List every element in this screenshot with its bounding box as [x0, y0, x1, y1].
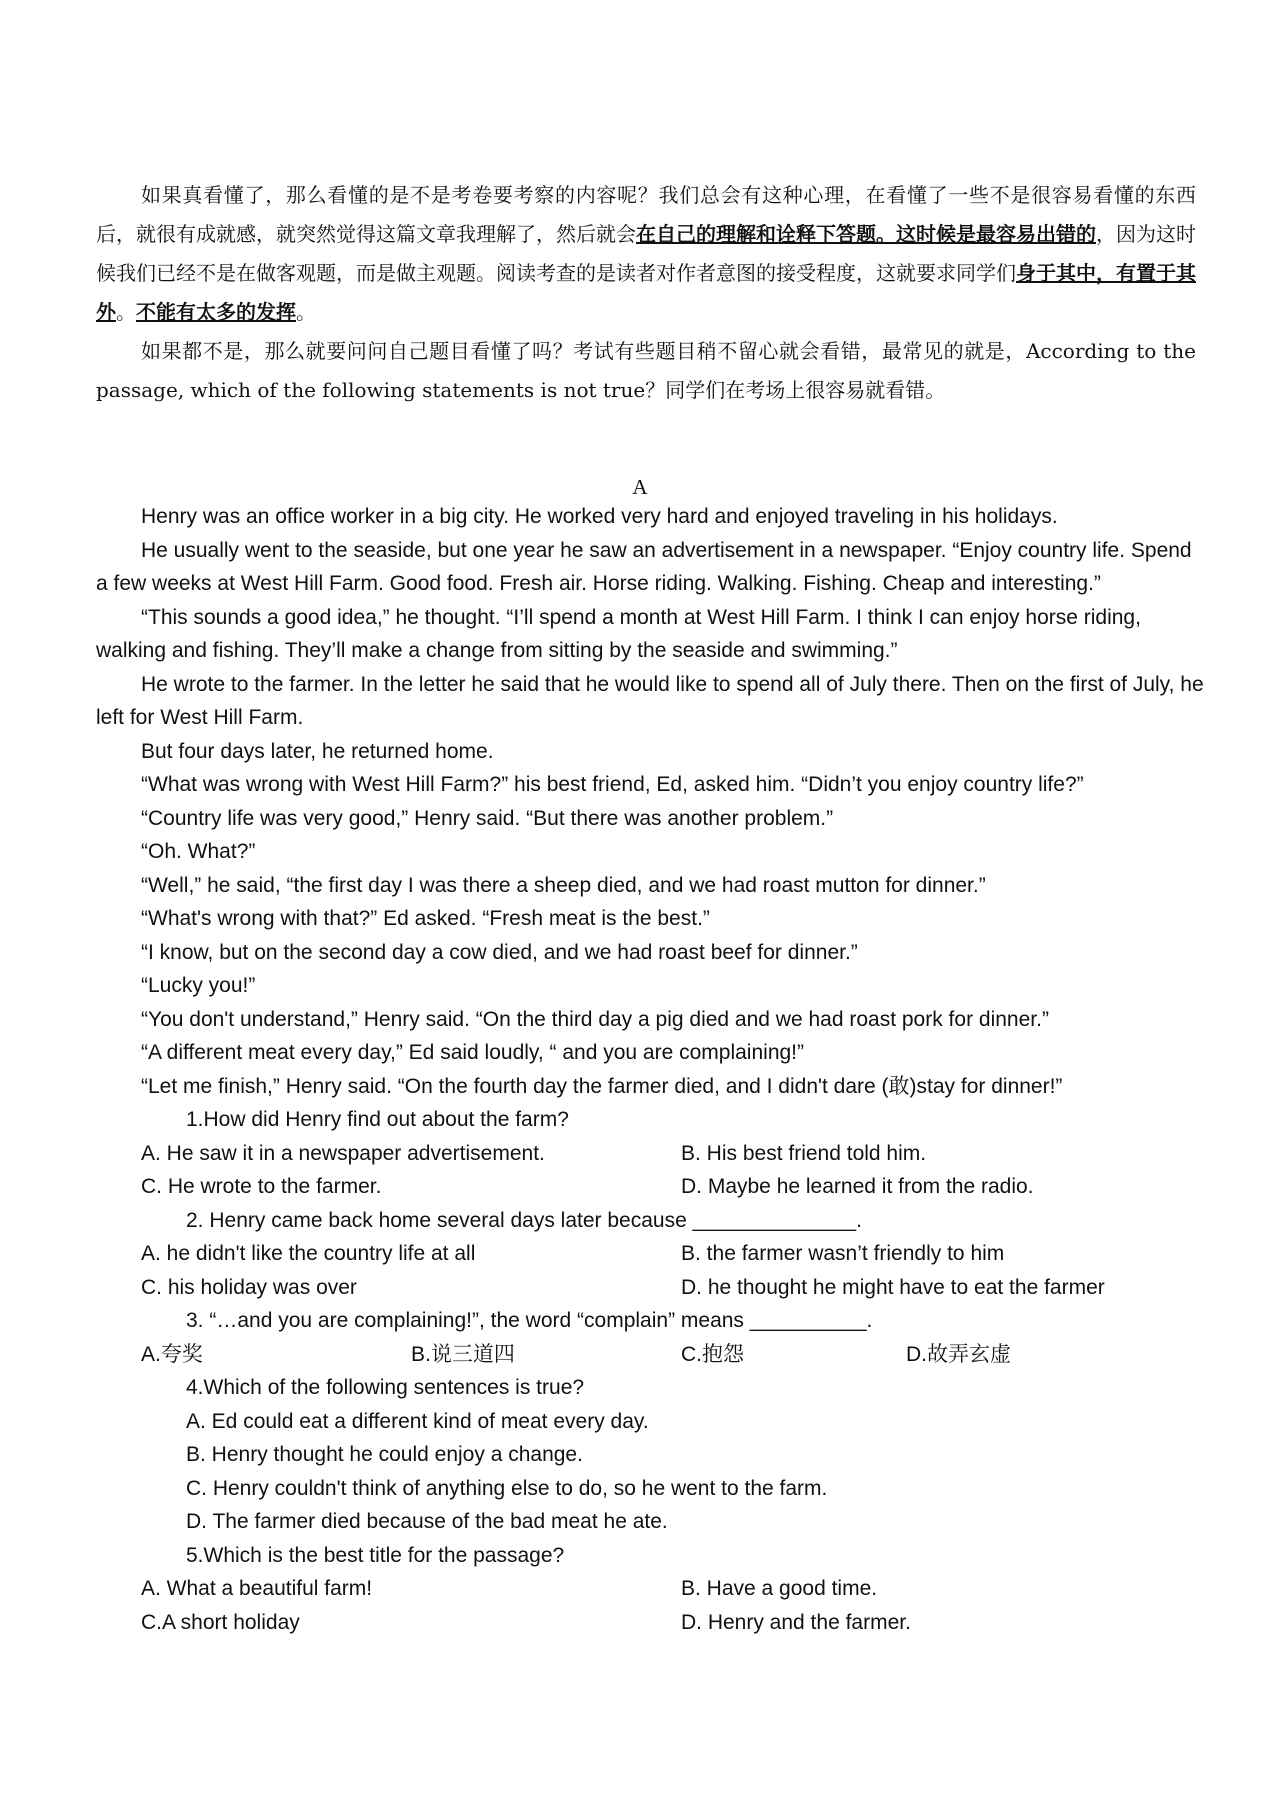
passage-paragraph: “I know, but on the second day a cow died, and we had roast beef for dinner.”	[141, 940, 858, 964]
option-letter: A.	[141, 1342, 161, 1366]
intro-p1-emphasis-3: 不能有太多的发挥	[136, 300, 296, 324]
question-stem: 5.Which is the best title for the passage?	[186, 1543, 565, 1567]
option-text: 夸奖	[160, 1341, 203, 1366]
passage-paragraph: “Lucky you!”	[141, 974, 256, 997]
question-4	[96, 1371, 1206, 1539]
passage-paragraph: “What was wrong with West Hill Farm?” his best friend, Ed, asked him. “Didn’t you enjoy country life?”	[141, 773, 1084, 796]
option-a: A. he didn't like the country life at all	[141, 1242, 476, 1265]
option-letter: B.	[411, 1342, 431, 1366]
option-b: B. Henry thought he could enjoy a change.	[186, 1443, 583, 1466]
options-row	[96, 1170, 1206, 1204]
question-stem: 4.Which of the following sentences is true?	[186, 1376, 585, 1399]
question-stem: 3. “…and you are complaining!”, the word “complain” means __________.	[186, 1309, 873, 1332]
option-c: C. his holiday was over	[141, 1275, 357, 1299]
passage-paragraph: “Well,” he said, “the first day I was there a sheep died, and we had roast mutton for dinner.”	[141, 873, 986, 897]
options-row	[96, 1572, 1206, 1606]
option-d: D. Maybe he learned it from the radio.	[681, 1175, 1034, 1198]
question-5	[96, 1539, 1206, 1640]
option-b: B. Have a good time.	[681, 1577, 878, 1600]
option-b: B. His best friend told him.	[681, 1141, 927, 1165]
passage-paragraph: He usually went to the seaside, but one year he saw an advertisement in a newspaper. “Enjoy country life. Spend a few weeks at West Hill Farm. Good food. Fresh air. Horse riding. Walking. Fishing. Cheap and interesting.”	[96, 538, 1192, 595]
question-1	[96, 1103, 1206, 1204]
option-letter: D.	[906, 1342, 927, 1366]
intro-p1-text-2: ，因为这时候我们已经不是在做客观题，而是做主观题。阅读考查的是读者对作者意图的接受程度，这就要求同学们	[96, 222, 1196, 285]
question-3	[96, 1304, 1206, 1371]
intro-paragraph-1	[96, 176, 1196, 332]
passage-paragraph: “A different meat every day,” Ed said loudly, “ and you are complaining!”	[141, 1041, 805, 1064]
intro-section	[96, 176, 1196, 410]
intro-p1-text-3: 。	[116, 300, 136, 324]
options-row	[96, 1338, 1206, 1372]
intro-p1-emphasis-1: 在自己的理解和诠释下答题。这时候是最容易出错的	[636, 222, 1096, 246]
option-letter: C.	[681, 1342, 702, 1366]
intro-p1-text-1: 如果真看懂了，那么看懂的是不是考卷要考察的内容呢？我们总会有这种心理，在看懂了一些不是很容易看懂的东西后，就很有成就感，就突然觉得这篇文章我理解了，然后就会	[96, 183, 1196, 246]
option-c	[681, 1338, 906, 1372]
options-row	[96, 1271, 1206, 1305]
option-b	[411, 1338, 681, 1372]
section-heading: A	[632, 475, 648, 499]
option-d	[906, 1338, 1011, 1372]
option-b: B. the farmer wasn’t friendly to him	[681, 1242, 1005, 1265]
intro-p1-emphasis-2: 身于其中，有置于其外	[96, 261, 1196, 324]
passage-paragraph: “What's wrong with that?” Ed asked. “Fresh meat is the best.”	[141, 907, 710, 930]
option-c: C. He wrote to the farmer.	[141, 1175, 382, 1198]
passage-paragraph: Henry was an office worker in a big city. He worked very hard and enjoyed traveling in his holidays.	[141, 505, 1058, 528]
options-row	[96, 1606, 1206, 1640]
option-c: C. Henry couldn't think of anything else to do, so he went to the farm.	[186, 1476, 828, 1500]
options-row	[96, 1137, 1206, 1171]
passage-paragraph: “Let me finish,” Henry said. “On the fourth day the farmer died, and I didn't dare (敢)stay for dinner!”	[141, 1074, 1063, 1098]
option-d: D. Henry and the farmer.	[681, 1610, 911, 1634]
option-text: 抱怨	[702, 1341, 744, 1366]
passage-paragraph: “You don't understand,” Henry said. “On the third day a pig died and we had roast pork for dinner.”	[141, 1007, 1049, 1031]
option-a: A. Ed could eat a different kind of meat every day.	[186, 1409, 649, 1433]
option-a: A. He saw it in a newspaper advertisement.	[141, 1141, 545, 1165]
option-a: A. What a beautiful farm!	[141, 1577, 373, 1600]
intro-p1-text-4: 。	[296, 300, 316, 324]
option-a	[141, 1338, 411, 1372]
option-d: D. he thought he might have to eat the farmer	[681, 1275, 1105, 1299]
reading-passage	[96, 500, 1206, 1639]
options-row	[96, 1237, 1206, 1271]
passage-paragraph: “Country life was very good,” Henry said. “But there was another problem.”	[141, 806, 834, 830]
passage-paragraph: He wrote to the farmer. In the letter he said that he would like to spend all of July there. Then on the first of July, he left for West Hill Farm.	[96, 672, 1204, 729]
option-d: D. The farmer died because of the bad meat he ate.	[186, 1510, 668, 1533]
option-text: 说三道四	[430, 1341, 515, 1366]
passage-paragraph: “Oh. What?”	[141, 840, 256, 863]
question-2	[96, 1204, 1206, 1305]
option-text: 故弄玄虚	[927, 1341, 1011, 1366]
question-stem: 2. Henry came back home several days later because ______________.	[186, 1208, 862, 1232]
passage-paragraph: “This sounds a good idea,” he thought. “I’ll spend a month at West Hill Farm. I think I can enjoy horse riding, walking and fishing. They’ll make a change from sitting by the seaside and swimming.”	[96, 605, 1141, 662]
option-c: C.A short holiday	[141, 1610, 300, 1634]
question-stem: 1.How did Henry find out about the farm?	[186, 1108, 569, 1131]
intro-paragraph-2: 如果都不是，那么就要问问自己题目看懂了吗？考试有些题目稍不留心就会看错，最常见的就是，According to the passage, which of the following statements is not true？同学们在考场上很容易就看错。	[96, 339, 1196, 402]
passage-paragraph: But four days later, he returned home.	[141, 739, 494, 763]
